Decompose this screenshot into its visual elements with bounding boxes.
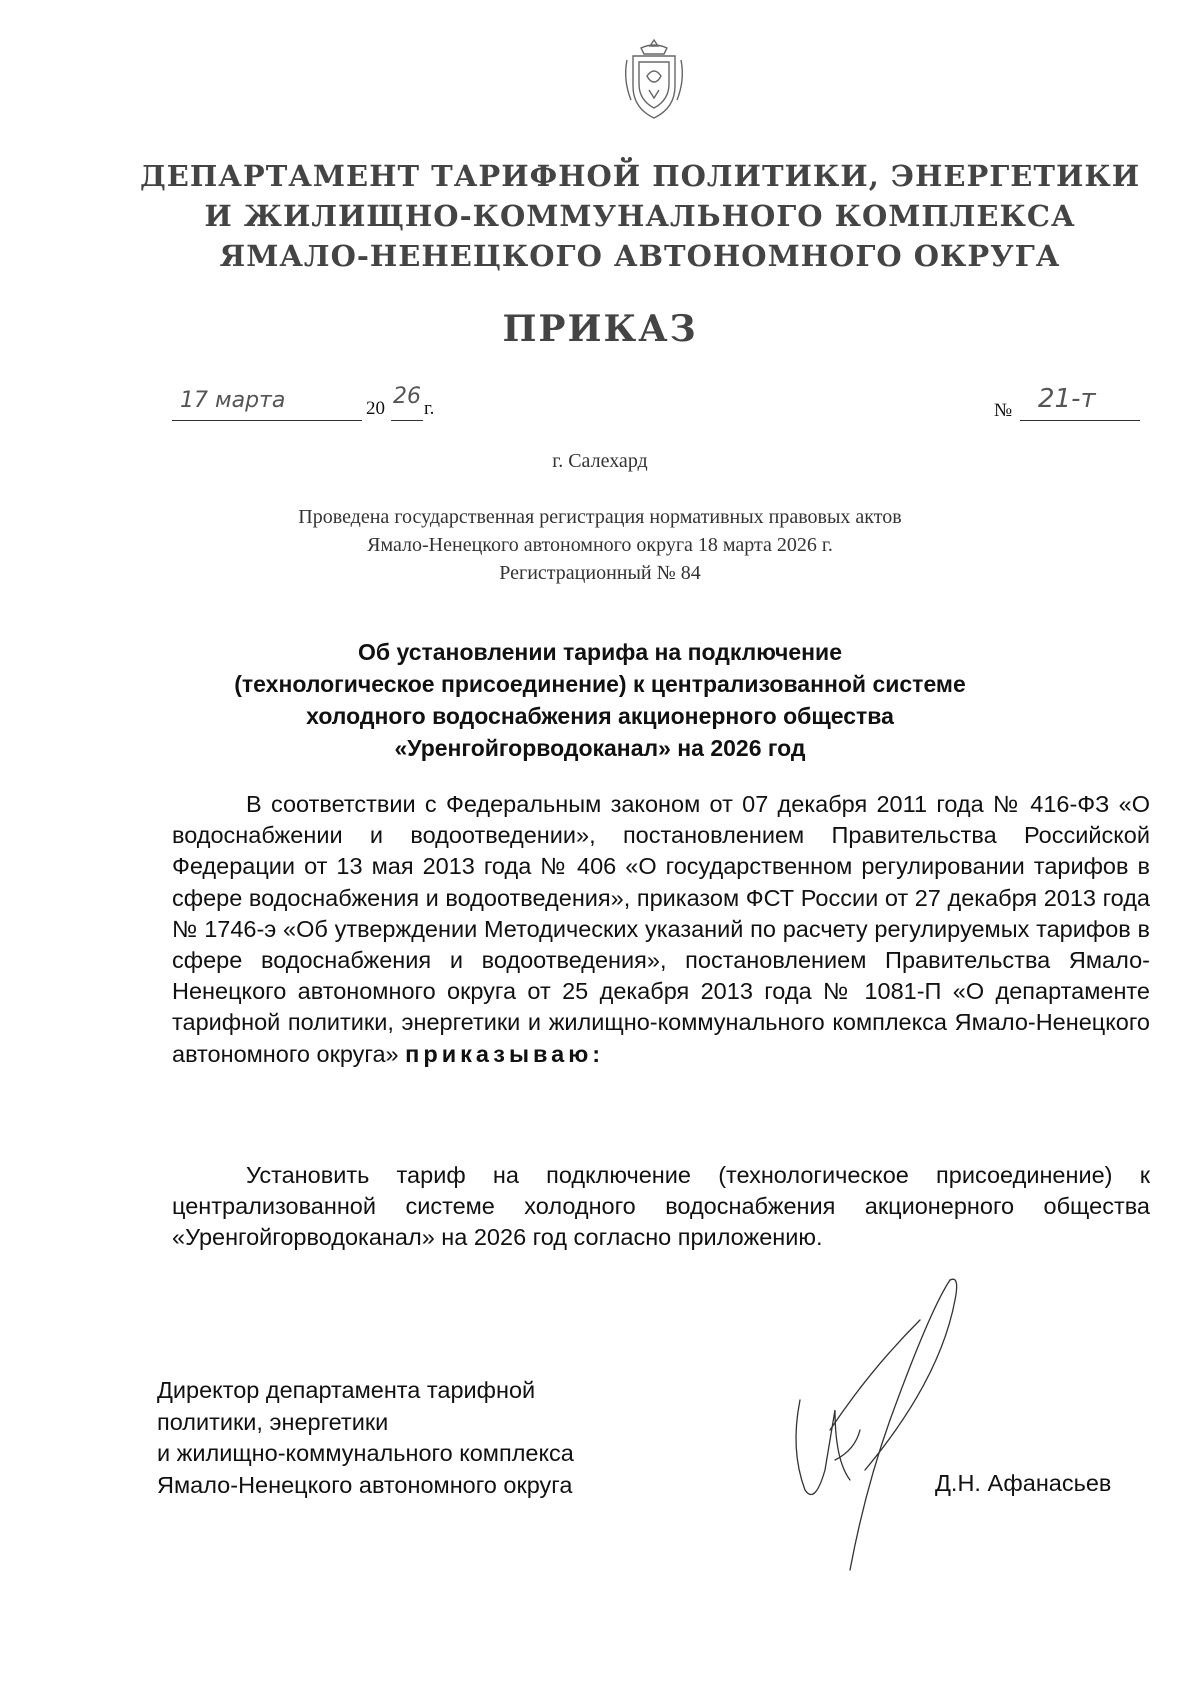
year-prefix: 20 bbox=[366, 398, 385, 419]
signer-position bbox=[157, 1375, 717, 1501]
handwritten-signature bbox=[760, 1270, 1000, 1600]
department-name-line-2: И ЖИЛИЩНО-КОММУНАЛЬНОГО КОМПЛЕКСА bbox=[204, 199, 1076, 233]
city: г. Салехард bbox=[552, 450, 648, 472]
signer-line-4: Ямало-Ненецкого автономного округа bbox=[157, 1471, 573, 1498]
registration-line-3: Регистрационный № 84 bbox=[499, 562, 701, 584]
coat-of-arms-icon bbox=[619, 38, 689, 120]
document-type-title: ПРИКАЗ bbox=[502, 308, 698, 350]
date-handwritten: 17 марта bbox=[180, 388, 286, 413]
signer-line-2: политики, энергетики bbox=[157, 1408, 389, 1435]
order-title-line-4: «Уренгойгорводоканал» на 2026 год bbox=[394, 735, 806, 761]
registration-line-1: Проведена государственная регистрация нормативных правовых актов bbox=[298, 506, 902, 528]
resolution-paragraph bbox=[172, 1160, 1150, 1254]
order-word: приказываю: bbox=[405, 1040, 605, 1067]
order-title-line-1: Об установлении тарифа на подключение bbox=[358, 639, 842, 665]
signer-line-3: и жилищно-коммунального комплекса bbox=[157, 1440, 574, 1466]
department-name-line-1: ДЕПАРТАМЕНТ ТАРИФНОЙ ПОЛИТИКИ, ЭНЕРГЕТИКИ bbox=[140, 159, 1141, 193]
year-handwritten: 26 bbox=[393, 384, 421, 409]
order-title-line-2: (технологическое присоединение) к централизованной системе bbox=[234, 671, 966, 697]
registration-line-2: Ямало-Ненецкого автономного округа 18 марта 2026 г. bbox=[367, 534, 833, 556]
signer-line-1: Директор департамента тарифной bbox=[157, 1377, 536, 1403]
order-title-line-3: холодного водоснабжения акционерного общества bbox=[306, 703, 894, 729]
signer-name: Д.Н. Афанасьев bbox=[935, 1470, 1112, 1496]
year-unit: г. bbox=[424, 398, 435, 419]
number-label: № bbox=[994, 400, 1013, 421]
preamble-paragraph bbox=[172, 789, 1150, 1070]
preamble-text: В соответствии с Федеральным законом от 07 декабря 2011 года № 416-ФЗ «О водоснабжении и водоотведении», постановлением Правительства Российской Федерации от 13 мая 2013 года № 406 «О государственном регулировании тарифов в сфере водоснабжения и водоотведения», приказом ФСТ России от 27 декабря 2013 года № 1746-э «Об утверждении Методических указаний по расчету регулируемых тарифов в сфере водоснабжения и водоотведения», постановлением Правительства Ямало-Ненецкого автономного округа от 25 декабря 2013 года № 1081-П «О департаменте тарифной политики, энергетики и жилищно-коммунального комплекса Ямало-Ненецкого автономного округа» bbox=[172, 791, 1150, 1067]
department-name-line-3: ЯМАЛО-НЕНЕЦКОГО АВТОНОМНОГО ОКРУГА bbox=[219, 239, 1061, 273]
number-handwritten: 21-т bbox=[1038, 384, 1096, 414]
resolution-text: Установить тариф на подключение (технологическое присоединение) к централизованной системе холодного водоснабжения акционерного общества «Уренгойгорводоканал» на 2026 год согласно приложению. bbox=[172, 1162, 1150, 1251]
